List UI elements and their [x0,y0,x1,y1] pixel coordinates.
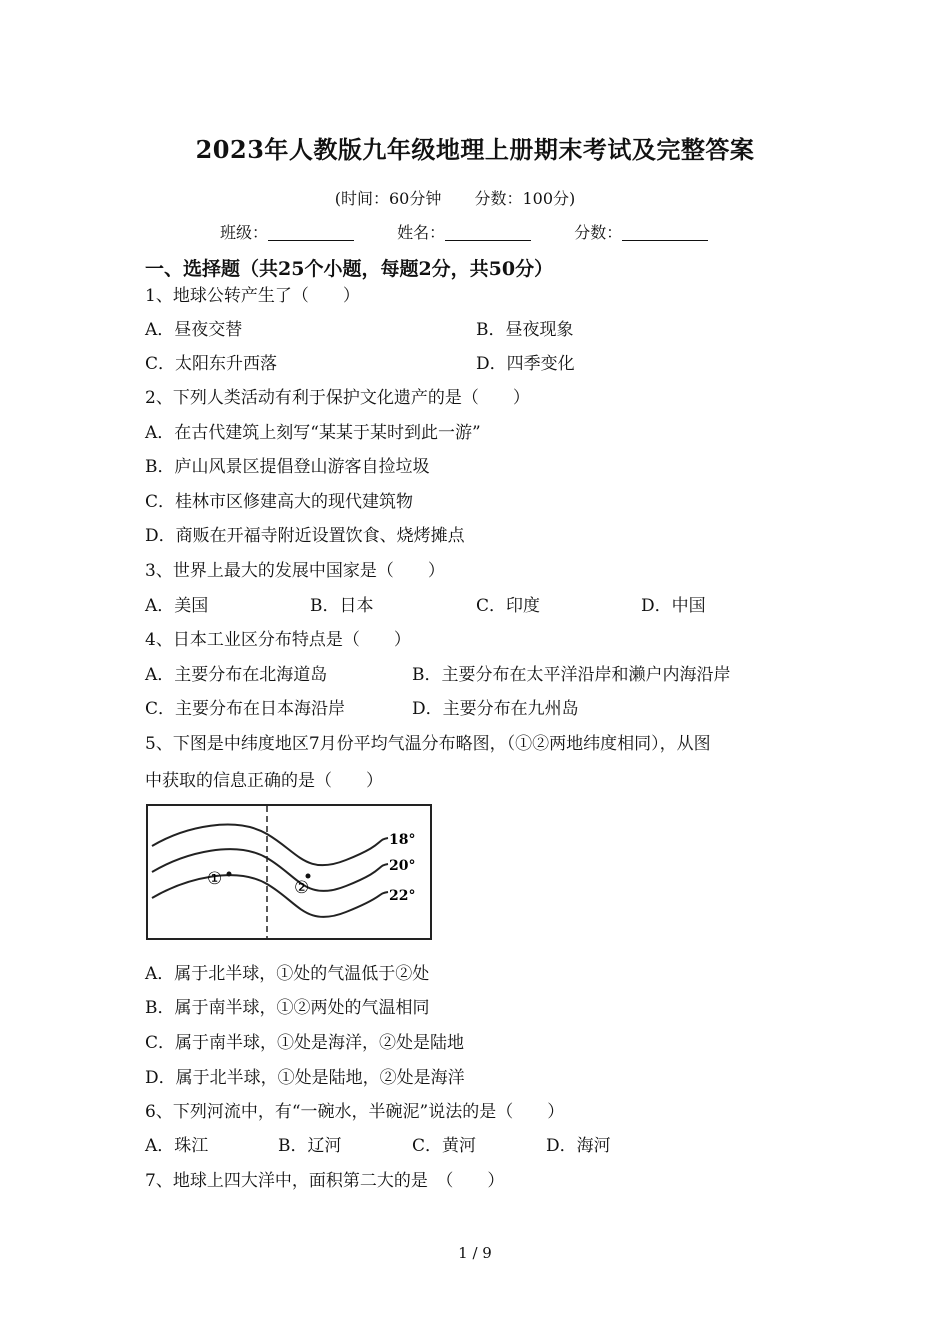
question-stem: 4、日本工业区分布特点是（ ） [145,630,411,650]
score-field[interactable]: 分数： [574,220,708,243]
option-a[interactable]: A．昼夜交替 [145,320,243,340]
point-2-label: ② [294,878,310,898]
class-blank[interactable] [268,224,354,241]
question-stem: 6、下列河流中，有“一碗水，半碗泥”说法的是（ ） [145,1102,565,1122]
option-a[interactable]: A．属于北半球，①处的气温低于②处 [145,964,430,984]
question-stem: 3、世界上最大的发展中国家是（ ） [145,561,445,581]
option-a[interactable]: A．在古代建筑上刻写“某某于某时到此一游” [145,423,481,443]
time-info: (时间：60分钟 [334,189,442,208]
option-a[interactable]: A．主要分布在北海道岛 [145,665,328,685]
option-a[interactable]: A．珠江 [145,1136,209,1156]
isotherm-22 [152,875,388,917]
label-20: 20° [389,858,416,874]
option-d[interactable]: D．海河 [546,1136,611,1156]
page-title: 2023年人教版九年级地理上册期末考试及完整答案 [195,135,755,164]
question-stem: 5、下图是中纬度地区7月份平均气温分布略图，（①②两地纬度相同），从图 [145,734,711,754]
exam-meta [0,186,910,209]
option-c[interactable]: C．主要分布在日本海沿岸 [145,699,346,719]
section-heading: 一、选择题（共25个小题，每题2分，共50分） [145,258,554,280]
option-c[interactable]: C．太阳东升西落 [145,354,278,374]
name-field[interactable]: 姓名： [397,220,531,243]
option-c[interactable]: C．印度 [476,596,541,616]
student-fields [220,220,746,243]
label-22: 22° [389,888,416,904]
option-b[interactable]: B．庐山风景区提倡登山游客自捡垃圾 [145,457,430,477]
name-blank[interactable] [445,224,531,241]
option-d[interactable]: D．中国 [641,596,706,616]
question-stem-cont: 中获取的信息正确的是（ ） [145,771,383,791]
option-b[interactable]: B．日本 [310,596,374,616]
question-stem: 2、下列人类活动有利于保护文化遗产的是（ ） [145,388,530,408]
score-blank[interactable] [622,224,708,241]
page-number: 1 / 9 [458,1244,492,1262]
label-18: 18° [389,832,416,848]
option-c[interactable]: C．桂林市区修建高大的现代建筑物 [145,492,414,512]
score-info: 分数：100分) [474,189,576,208]
option-c[interactable]: C．黄河 [412,1136,477,1156]
option-c[interactable]: C．属于南半球，①处是海洋，②处是陆地 [145,1033,465,1053]
option-b[interactable]: B．属于南半球，①②两处的气温相同 [145,998,430,1018]
option-a[interactable]: A．美国 [145,596,209,616]
option-d[interactable]: D．商贩在开福寺附近设置饮食、烧烤摊点 [145,526,465,546]
isotherm-map [146,804,432,940]
point-1-label: ① [207,869,223,889]
option-d[interactable]: D．属于北半球，①处是陆地，②处是海洋 [145,1068,465,1088]
option-b[interactable]: B．昼夜现象 [476,320,574,340]
option-b[interactable]: B．主要分布在太平洋沿岸和濑户内海沿岸 [412,665,731,685]
option-d[interactable]: D．主要分布在九州岛 [412,699,579,719]
option-d[interactable]: D．四季变化 [476,354,575,374]
question-stem: 1、地球公转产生了（ ） [145,286,360,306]
question-stem: 7、地球上四大洋中，面积第二大的是 （ ） [145,1171,505,1191]
option-b[interactable]: B．辽河 [278,1136,342,1156]
class-field[interactable]: 班级： [220,220,354,243]
point-1-dot [227,872,232,877]
